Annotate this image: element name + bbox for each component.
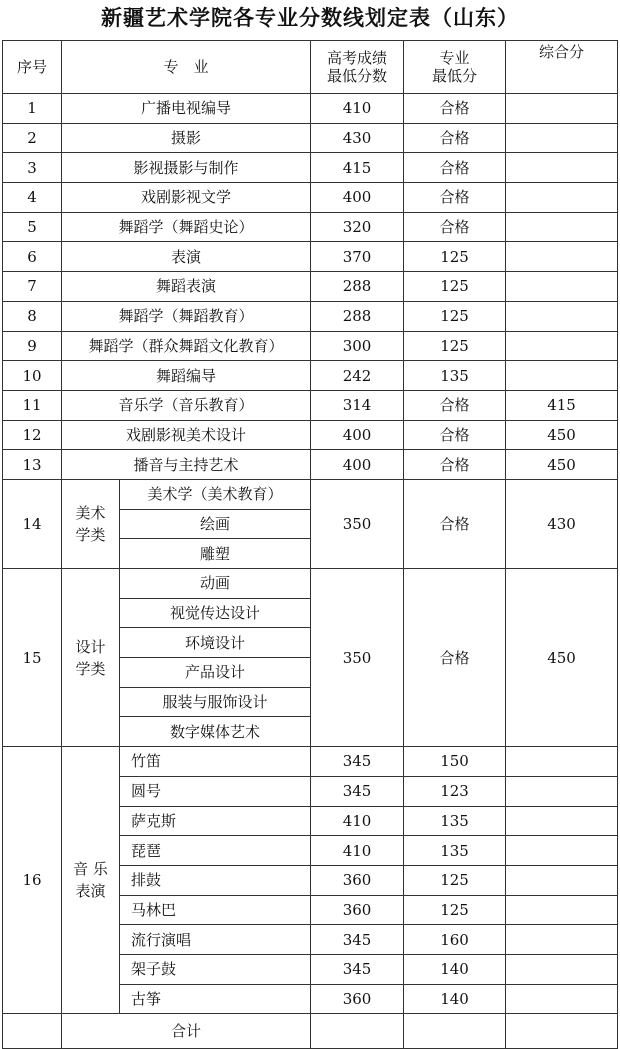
row-gaokao: 314	[311, 390, 404, 420]
row-major: 播音与主持艺术	[62, 450, 311, 480]
row-sub-major: 数字媒体艺术	[120, 717, 311, 747]
group-label	[62, 479, 120, 568]
row-gaokao: 345	[311, 925, 404, 955]
row-no: 5	[3, 212, 62, 242]
row-gaokao: 288	[311, 272, 404, 302]
row-sub-major: 琵琶	[120, 836, 311, 866]
header-gaokao-line2: 最低分数	[327, 67, 388, 85]
row-composite	[506, 865, 618, 895]
row-gaokao: 345	[311, 747, 404, 777]
row-no: 15	[3, 569, 62, 747]
row-gaokao: 360	[311, 895, 404, 925]
row-major: 表演	[62, 242, 311, 272]
row-major: 舞蹈表演	[62, 272, 311, 302]
row-prof: 合格	[404, 212, 506, 242]
page-title: 新疆艺术学院各专业分数线划定表（山东）	[101, 6, 519, 30]
row-sub-major: 流行演唱	[120, 925, 311, 955]
row-no: 9	[3, 331, 62, 361]
table-row	[3, 479, 618, 509]
row-prof: 135	[404, 806, 506, 836]
row-gaokao: 345	[311, 954, 404, 984]
row-no: 16	[3, 747, 62, 1014]
row-composite	[506, 212, 618, 242]
row-composite	[506, 272, 618, 302]
row-composite: 415	[506, 390, 618, 420]
row-gaokao: 360	[311, 984, 404, 1014]
row-prof: 140	[404, 984, 506, 1014]
row-composite	[506, 123, 618, 153]
row-prof: 125	[404, 331, 506, 361]
row-prof: 合格	[404, 420, 506, 450]
row-composite	[506, 954, 618, 984]
header-gaokao	[311, 41, 404, 94]
row-sub-major: 架子鼓	[120, 954, 311, 984]
table-row	[3, 123, 618, 153]
row-major: 舞蹈学（舞蹈史论）	[62, 212, 311, 242]
row-sub-major: 圆号	[120, 776, 311, 806]
row-sub-major: 服装与服饰设计	[120, 687, 311, 717]
row-prof: 合格	[404, 390, 506, 420]
header-prof-line2: 最低分	[432, 67, 478, 85]
row-sub-major: 竹笛	[120, 747, 311, 777]
row-prof: 160	[404, 925, 506, 955]
row-major: 广播电视编导	[62, 94, 311, 124]
row-composite: 450	[506, 450, 618, 480]
row-prof: 125	[404, 242, 506, 272]
row-prof: 合格	[404, 479, 506, 568]
row-composite: 430	[506, 479, 618, 568]
table-row	[3, 747, 618, 777]
total-no	[3, 1014, 62, 1049]
row-gaokao: 410	[311, 806, 404, 836]
table-row	[3, 94, 618, 124]
table-row	[3, 272, 618, 302]
row-composite: 450	[506, 569, 618, 747]
row-composite	[506, 984, 618, 1014]
row-gaokao: 288	[311, 301, 404, 331]
row-gaokao: 400	[311, 450, 404, 480]
group-label-line1: 美术	[75, 503, 106, 522]
row-composite	[506, 806, 618, 836]
group-label-line2: 表演	[75, 882, 106, 901]
table-row	[3, 420, 618, 450]
row-major: 摄影	[62, 123, 311, 153]
group-label-line1: 设计	[75, 637, 106, 656]
row-gaokao: 370	[311, 242, 404, 272]
row-gaokao: 320	[311, 212, 404, 242]
score-table	[2, 40, 618, 1049]
row-composite	[506, 747, 618, 777]
row-prof: 125	[404, 895, 506, 925]
row-no: 10	[3, 361, 62, 391]
row-prof: 123	[404, 776, 506, 806]
total-gaokao	[311, 1014, 404, 1049]
row-no: 2	[3, 123, 62, 153]
row-no: 8	[3, 301, 62, 331]
table-row	[3, 301, 618, 331]
row-sub-major: 绘画	[120, 509, 311, 539]
table-row	[3, 390, 618, 420]
row-major: 戏剧影视美术设计	[62, 420, 311, 450]
row-sub-major: 排鼓	[120, 865, 311, 895]
row-no: 13	[3, 450, 62, 480]
table-row	[3, 450, 618, 480]
row-sub-major: 视觉传达设计	[120, 598, 311, 628]
row-gaokao: 400	[311, 420, 404, 450]
row-prof: 合格	[404, 569, 506, 747]
row-sub-major: 雕塑	[120, 539, 311, 569]
row-major: 音乐学（音乐教育）	[62, 390, 311, 420]
row-prof: 140	[404, 954, 506, 984]
row-no: 1	[3, 94, 62, 124]
row-prof: 125	[404, 301, 506, 331]
header-composite: 综合分	[506, 41, 618, 94]
row-composite	[506, 925, 618, 955]
row-prof: 合格	[404, 153, 506, 183]
total-prof	[404, 1014, 506, 1049]
group-label-line2: 学类	[75, 525, 106, 544]
row-composite	[506, 361, 618, 391]
row-composite	[506, 331, 618, 361]
row-prof: 合格	[404, 450, 506, 480]
header-gaokao-line1: 高考成绩	[327, 49, 388, 67]
row-sub-major: 动画	[120, 569, 311, 599]
row-major: 舞蹈学（舞蹈教育）	[62, 301, 311, 331]
score-table-body	[3, 41, 618, 1049]
row-prof: 合格	[404, 183, 506, 213]
table-row	[3, 242, 618, 272]
row-major: 影视摄影与制作	[62, 153, 311, 183]
row-composite	[506, 776, 618, 806]
row-sub-major: 马林巴	[120, 895, 311, 925]
row-composite	[506, 836, 618, 866]
header-no: 序号	[3, 41, 62, 94]
row-prof: 125	[404, 865, 506, 895]
row-gaokao: 300	[311, 331, 404, 361]
row-prof: 合格	[404, 123, 506, 153]
row-gaokao: 410	[311, 836, 404, 866]
row-gaokao: 415	[311, 153, 404, 183]
row-gaokao: 345	[311, 776, 404, 806]
row-prof: 合格	[404, 94, 506, 124]
total-row	[3, 1014, 618, 1049]
row-gaokao: 430	[311, 123, 404, 153]
header-prof-line1: 专业	[439, 49, 470, 67]
row-composite: 450	[506, 420, 618, 450]
row-no: 4	[3, 183, 62, 213]
row-gaokao: 350	[311, 479, 404, 568]
row-no: 12	[3, 420, 62, 450]
group-label-line2: 学类	[75, 659, 106, 678]
row-gaokao: 410	[311, 94, 404, 124]
row-prof: 125	[404, 272, 506, 302]
row-sub-major: 古筝	[120, 984, 311, 1014]
row-no: 3	[3, 153, 62, 183]
row-no: 11	[3, 390, 62, 420]
group-label-line1: 音 乐	[73, 860, 108, 879]
row-composite	[506, 301, 618, 331]
row-sub-major: 美术学（美术教育）	[120, 479, 311, 509]
table-row	[3, 361, 618, 391]
row-major: 舞蹈编导	[62, 361, 311, 391]
table-row	[3, 212, 618, 242]
total-composite	[506, 1014, 618, 1049]
group-label	[62, 747, 120, 1014]
row-gaokao: 242	[311, 361, 404, 391]
table-row	[3, 183, 618, 213]
group-label	[62, 569, 120, 747]
table-row	[3, 153, 618, 183]
row-composite	[506, 153, 618, 183]
header-prof	[404, 41, 506, 94]
row-prof: 150	[404, 747, 506, 777]
table-row	[3, 331, 618, 361]
header-row	[3, 41, 618, 94]
row-composite	[506, 183, 618, 213]
row-gaokao: 350	[311, 569, 404, 747]
total-label: 合计	[62, 1014, 311, 1049]
row-gaokao: 400	[311, 183, 404, 213]
row-sub-major: 萨克斯	[120, 806, 311, 836]
row-no: 14	[3, 479, 62, 568]
row-sub-major: 产品设计	[120, 658, 311, 688]
row-major: 戏剧影视文学	[62, 183, 311, 213]
row-no: 6	[3, 242, 62, 272]
header-major: 专 业	[62, 41, 311, 94]
row-composite	[506, 94, 618, 124]
row-composite	[506, 242, 618, 272]
row-composite	[506, 895, 618, 925]
row-prof: 135	[404, 361, 506, 391]
table-row	[3, 569, 618, 599]
row-major: 舞蹈学（群众舞蹈文化教育）	[62, 331, 311, 361]
row-sub-major: 环境设计	[120, 628, 311, 658]
row-gaokao: 360	[311, 865, 404, 895]
row-no: 7	[3, 272, 62, 302]
row-prof: 135	[404, 836, 506, 866]
